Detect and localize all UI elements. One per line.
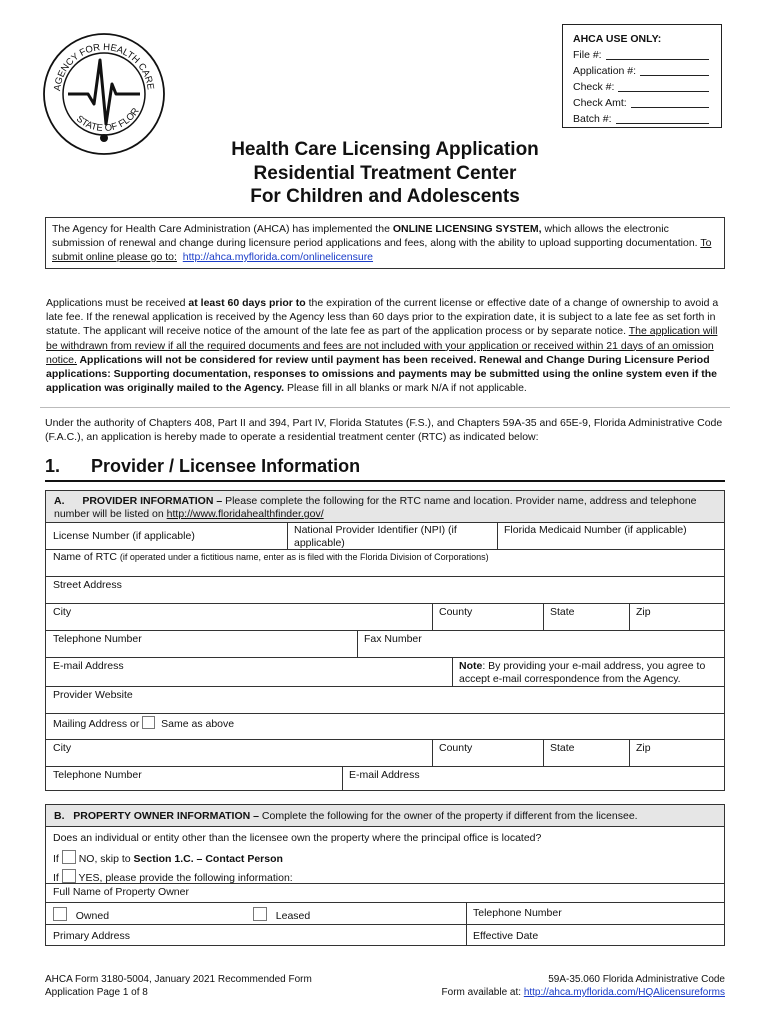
form-number: AHCA Form 3180-5004, January 2021 Recommended Form [45, 974, 312, 985]
seal-outer-text: AGENCY FOR HEALTH CARE [52, 41, 156, 92]
seal-inner-text: STATE OF FLOR [74, 106, 142, 135]
notice-bold: ONLINE LICENSING SYSTEM, [392, 223, 542, 235]
owned-option [46, 905, 246, 925]
provider-website-field[interactable]: Provider Website [53, 689, 133, 701]
section-1-heading [45, 452, 725, 482]
owned-label: Owned [75, 910, 110, 922]
application-number-row [573, 63, 721, 79]
email-field[interactable]: E-mail Address [53, 660, 124, 672]
batch-number-row [573, 111, 721, 127]
ahca-use-only-box [562, 24, 722, 128]
property-owner-table [45, 804, 725, 946]
same-as-above-label: Same as above [161, 718, 235, 730]
online-licensure-link[interactable]: http://ahca.myflorida.com/onlinelicensure [182, 251, 374, 263]
part-a-letter: A. [54, 495, 65, 507]
authority-paragraph: Under the authority of Chapters 408, Part II and 394, Part IV, Florida Statutes (F.S.), and Chapters 59A-35 and 65E-9, Florida Administrative Code (F.A.C.), an application is hereby made to operate a residential treatment center (RTC) as indicated below: [45, 417, 723, 443]
npi-field[interactable]: National Provider Identifier (NPI) (if applicable) [294, 524, 457, 549]
instr-text-3: Please fill in all blanks or mark N/A if not applicable. [284, 382, 527, 395]
telephone-field[interactable]: Telephone Number [53, 633, 142, 645]
mailing-zip-field[interactable]: Zip [636, 742, 651, 754]
property-owner-name-field[interactable]: Full Name of Property Owner [53, 886, 189, 898]
title-line-3: For Children and Adolescents [250, 186, 520, 207]
instr-bold-2: Applications will not be considered for review until payment has been received. Renewal and Change During Licensure Period applications: Supporting documentation, responses to omissions and payments may be submitted using the online system even if the application was originally mailed to the Agency. [46, 353, 717, 395]
street-address-field[interactable]: Street Address [53, 579, 122, 591]
form-availability [380, 986, 725, 999]
part-b-text: Complete the following for the owner of the property if different from the licensee. [258, 810, 638, 822]
healthfinder-link[interactable]: http://www.floridahealthfinder.gov/ [166, 508, 324, 520]
yes-checkbox[interactable] [62, 869, 76, 883]
notice-underline: To submit online please go to: [52, 237, 712, 263]
part-b-heading: PROPERTY OWNER INFORMATION – [73, 810, 259, 822]
no-option [46, 848, 724, 868]
owner-telephone-field[interactable]: Telephone Number [473, 907, 562, 919]
check-amount-label: Check Amt: [573, 97, 627, 109]
instr-underline: The application will be withdrawn from review if all the required documents and fees are not included with your application or received within 21 days of an omission notice. [46, 325, 718, 366]
leased-option [246, 905, 456, 925]
admin-code: 59A-35.060 Florida Administrative Code [548, 974, 725, 985]
part-b-letter: B. [54, 810, 65, 822]
no-checkbox[interactable] [62, 850, 76, 864]
ahca-use-only-heading: AHCA USE ONLY: [573, 33, 662, 45]
instr-text-1: Applications must be received [46, 297, 189, 309]
notice-text-2: which allows the electronic submission of renewal and change during licensure period applications and fees, along with the ability to upload supporting documentation. [52, 223, 701, 249]
instr-bold-1: at least 60 days prior to [188, 297, 306, 309]
instr-text-2: the expiration of the current license or effective date of a change of ownership to avoid a late fee. If the renewal application is received by the Agency less than 60 days prior to the expiration date, it is subject to a late fee as set forth in statute. The applicant will receive notice of the amount of the late fee as part of the application process or by separate notice. [46, 297, 719, 338]
check-number-row [573, 79, 721, 95]
footer-left [45, 973, 375, 999]
notice-text: The Agency for Health Care Administration (AHCA) has implemented the [52, 223, 393, 235]
section-title: Provider / Licensee Information [91, 456, 361, 476]
yes-option-text: YES, please provide the following information: [78, 872, 293, 884]
note-bold: Note [459, 660, 483, 672]
application-number-label: Application #: [573, 65, 637, 77]
county-field[interactable]: County [439, 606, 473, 618]
part-a-header [46, 491, 724, 522]
file-number-label: File #: [573, 49, 602, 61]
instructions-box [40, 290, 730, 408]
page-number: Application Page 1 of 8 [45, 987, 148, 998]
no-option-bold: Section 1.C. – Contact Person [133, 853, 283, 865]
effective-date-field[interactable]: Effective Date [473, 930, 539, 942]
online-licensing-notice [45, 217, 725, 269]
license-number-field[interactable]: License Number (if applicable) [53, 530, 195, 542]
primary-address-field[interactable]: Primary Address [53, 930, 131, 942]
part-a-text: Please complete the following for the RTC name and location. Provider name, address and telephone number will be listed on [54, 495, 697, 520]
mailing-state-field[interactable]: State [550, 742, 575, 754]
page-title [0, 138, 770, 209]
part-b-header [46, 805, 724, 826]
batch-number-label: Batch #: [573, 113, 612, 125]
email-note [452, 658, 724, 688]
property-owner-question: Does an individual or entity other than the licensee own the property where the principal office is located? [53, 832, 542, 844]
check-amount-row [573, 95, 721, 111]
rtc-name-field[interactable] [46, 549, 724, 566]
mailing-county-field[interactable]: County [439, 742, 473, 754]
part-a-heading: PROVIDER INFORMATION – [82, 495, 223, 507]
fax-field[interactable]: Fax Number [364, 633, 422, 645]
check-number-label: Check #: [573, 81, 615, 93]
footer-right [380, 973, 725, 999]
form-available-label: Form available at: [441, 987, 524, 998]
leased-label: Leased [275, 910, 311, 922]
city-field[interactable]: City [53, 606, 72, 618]
mailing-email-field[interactable]: E-mail Address [349, 769, 420, 781]
state-field[interactable]: State [550, 606, 575, 618]
licensure-forms-link[interactable]: http://ahca.myflorida.com/HQAlicensureforms [523, 987, 725, 998]
mailing-telephone-field[interactable]: Telephone Number [53, 769, 142, 781]
file-number-row [573, 47, 721, 63]
no-option-text: NO, skip to [78, 853, 134, 865]
if-label-2: If [53, 872, 59, 884]
note-text: : By providing your e-mail address, you agree to accept e-mail correspondence from the Agency. [459, 660, 706, 685]
leased-checkbox[interactable] [253, 907, 267, 921]
same-as-above-checkbox[interactable] [142, 716, 155, 729]
mailing-address-field[interactable] [46, 714, 724, 733]
mailing-city-field[interactable]: City [53, 742, 72, 754]
mailing-address-label: Mailing Address or [53, 718, 140, 730]
rtc-name-label: Name of RTC [53, 551, 117, 563]
owned-checkbox[interactable] [53, 907, 67, 921]
medicaid-number-field[interactable]: Florida Medicaid Number (if applicable) [504, 524, 687, 536]
title-line-1: Health Care Licensing Application [231, 139, 539, 160]
zip-field[interactable]: Zip [636, 606, 651, 618]
section-number: 1. [45, 456, 61, 476]
if-label-1: If [53, 853, 59, 865]
provider-information-table [45, 490, 725, 791]
title-line-2: Residential Treatment Center [253, 162, 517, 184]
rtc-name-note: (if operated under a fictitious name, enter as is filed with the Florida Division of Corporations) [119, 552, 489, 562]
